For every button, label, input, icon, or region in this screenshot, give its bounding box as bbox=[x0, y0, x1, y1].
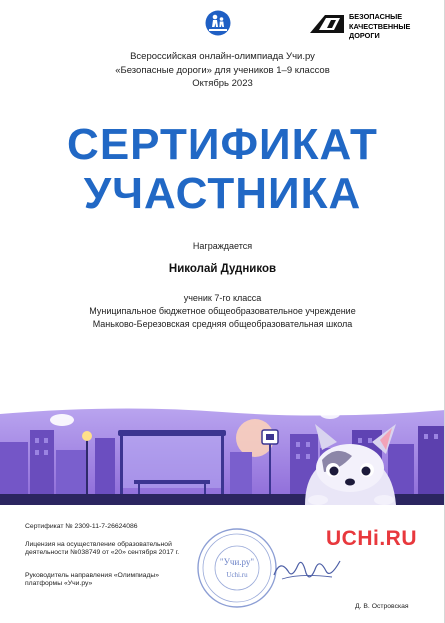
head-title bbox=[25, 572, 190, 589]
header-date: Октябрь 2023 bbox=[192, 78, 253, 89]
title-line1: СЕРТИФИКАТ bbox=[67, 120, 378, 169]
stamp-text-2: Uchi.ru bbox=[226, 571, 248, 579]
head-line1: Руководитель направления «Олимпиады» bbox=[25, 571, 160, 579]
partner-logo-line1: БЕЗОПАСНЫЕ bbox=[349, 12, 403, 21]
road-logo-icon bbox=[310, 15, 344, 33]
recipient-name: Николай Дудников bbox=[168, 263, 277, 275]
recipient-grade: ученик 7-го класса bbox=[183, 293, 262, 303]
license-line1: Лицензия на осуществление образовательной bbox=[25, 540, 172, 548]
header-line2: «Безопасные дороги» для учеников 1–9 классов bbox=[115, 64, 330, 76]
stamp-text-1: "Учи.ру" bbox=[219, 557, 255, 567]
partner-logo bbox=[310, 11, 420, 40]
school-line1: Муниципальное бюджетное общеобразовательное учреждение bbox=[89, 306, 356, 316]
uchi-logo: UCHi.RU bbox=[326, 527, 417, 550]
official-stamp bbox=[196, 527, 278, 609]
head-line2: платформы «Учи.ру» bbox=[25, 580, 93, 588]
license-info bbox=[25, 541, 190, 558]
partner-logo-line2: КАЧЕСТВЕННЫЕ ДОРОГИ bbox=[349, 21, 411, 40]
olympiad-header bbox=[0, 50, 445, 91]
olympiad-logo-icon bbox=[205, 10, 231, 36]
signer-name: Д. В. Островская bbox=[355, 603, 409, 610]
school-line2: Маньково-Березовская средняя общеобразовательная школа bbox=[92, 319, 353, 329]
title-line2: УЧАСТНИКА bbox=[83, 169, 362, 218]
recipient-details bbox=[0, 292, 445, 331]
header-line1: Всероссийская онлайн-олимпиада Учи.ру bbox=[130, 51, 315, 62]
certificate-title bbox=[0, 120, 445, 218]
license-line2: деятельности №038749 от «20» сентября 2017 г. bbox=[25, 549, 180, 557]
certificate-number: Сертификат № 2309-11-7-26624086 bbox=[25, 523, 138, 530]
certificate-footer bbox=[25, 523, 190, 589]
street-illustration bbox=[0, 400, 445, 505]
signature bbox=[270, 553, 345, 588]
awarded-label: Награждается bbox=[192, 241, 253, 251]
